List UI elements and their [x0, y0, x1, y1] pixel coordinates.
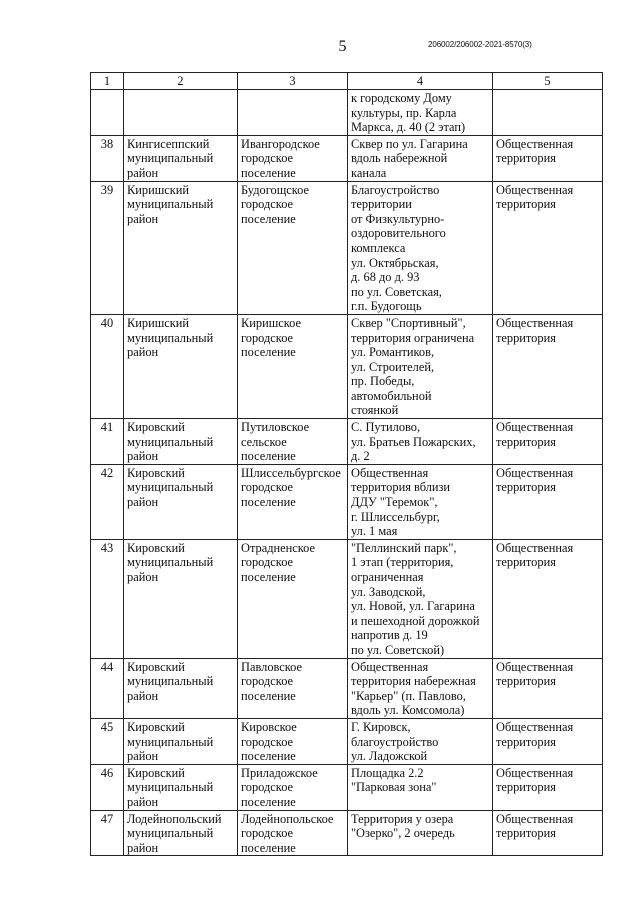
cell-line: территория ограничена: [351, 330, 475, 345]
column-header: 2: [124, 73, 238, 90]
cell-line: муниципальный: [127, 734, 214, 749]
table-row: [91, 718, 603, 764]
object-cell: [348, 314, 493, 418]
row-number: 40: [91, 314, 124, 418]
cell-line: городское: [241, 780, 294, 795]
table-row: [91, 419, 603, 465]
cell-line: стоянкой: [351, 403, 399, 418]
cell-line: территория: [496, 674, 556, 689]
table-row: [91, 90, 603, 136]
cell-line: Киришский: [127, 182, 190, 197]
cell-line: Шлиссельбургское: [241, 465, 341, 480]
object-cell: [348, 135, 493, 181]
cell-line: Кировский: [127, 540, 185, 555]
table-row: [91, 810, 603, 856]
settlement-cell: [238, 718, 348, 764]
cell-line: район: [127, 688, 159, 703]
district-cell: [124, 314, 238, 418]
cell-line: Общественная: [496, 659, 574, 674]
row-number: 38: [91, 135, 124, 181]
cell-line: городское: [241, 151, 294, 166]
cell-line: муниципальный: [127, 780, 214, 795]
settlement-cell: [238, 90, 348, 136]
cell-line: Сквер "Спортивный",: [351, 315, 466, 330]
row-number: 39: [91, 181, 124, 314]
object-cell: [348, 810, 493, 856]
settlement-cell: [238, 810, 348, 856]
table-row: [91, 314, 603, 418]
column-header: 4: [348, 73, 493, 90]
cell-line: поселение: [241, 570, 296, 584]
cell-line: ул. Новой, ул. Гагарина: [351, 599, 475, 614]
cell-line: Общественная: [496, 420, 574, 435]
column-header: 3: [238, 73, 348, 90]
district-cell: [124, 658, 238, 718]
cell-line: Маркса, д. 40 (2 этап): [351, 120, 466, 135]
cell-line: муниципальный: [127, 330, 214, 345]
table-row: [91, 539, 603, 658]
cell-line: г.п. Будогощь: [351, 299, 422, 314]
cell-line: 1 этап (территория,: [351, 555, 454, 570]
cell-line: пр. Победы,: [351, 374, 415, 389]
table-row: [91, 135, 603, 181]
cell-line: район: [127, 495, 159, 510]
cell-line: муниципальный: [127, 197, 214, 212]
settlement-cell: [238, 314, 348, 418]
cell-line: поселение: [241, 688, 296, 703]
row-number: 42: [91, 464, 124, 539]
object-cell: [348, 764, 493, 810]
row-number: 45: [91, 718, 124, 764]
cell-line: поселение: [241, 165, 296, 180]
cell-line: Г. Кировск,: [351, 719, 411, 734]
object-cell: [348, 718, 493, 764]
object-cell: [348, 658, 493, 718]
row-number: 44: [91, 658, 124, 718]
cell-line: городское: [241, 674, 294, 689]
cell-line: район: [127, 570, 159, 584]
settlement-cell: [238, 181, 348, 314]
cell-line: Кингисеппский: [127, 136, 210, 151]
district-cell: [124, 464, 238, 539]
cell-line: от Физкультурно-: [351, 211, 445, 226]
column-header: 5: [493, 73, 603, 90]
table-row: [91, 764, 603, 810]
cell-line: напротив д. 19: [351, 628, 428, 643]
cell-line: Кировский: [127, 765, 185, 780]
cell-line: автомобильной: [351, 388, 432, 403]
territory-type-cell: [493, 135, 603, 181]
territory-type-cell: [493, 539, 603, 658]
cell-line: по ул. Советская,: [351, 284, 442, 299]
cell-line: Общественная: [496, 182, 574, 197]
cell-line: Ивангородское: [241, 136, 320, 151]
cell-line: поселение: [241, 449, 296, 464]
cell-line: Общественная: [496, 315, 574, 330]
cell-line: оздоровительного: [351, 226, 446, 241]
cell-line: территория: [496, 330, 556, 345]
cell-line: С. Путилово,: [351, 420, 421, 435]
district-cell: [124, 181, 238, 314]
cell-line: Общественная: [496, 765, 574, 780]
table-row: [91, 658, 603, 718]
territory-type-cell: [493, 464, 603, 539]
cell-line: Отрадненское: [241, 540, 316, 555]
cell-line: территория: [496, 780, 556, 795]
cell-line: Кировский: [127, 719, 185, 734]
cell-line: Площадка 2.2: [351, 765, 424, 780]
cell-line: территории: [351, 197, 412, 212]
cell-line: Общественная: [496, 811, 574, 826]
cell-line: комплекса: [351, 240, 406, 255]
object-cell: [348, 90, 493, 136]
cell-line: поселение: [241, 495, 296, 510]
cell-line: муниципальный: [127, 826, 214, 841]
cell-line: район: [127, 794, 159, 809]
settlement-cell: [238, 419, 348, 465]
cell-line: муниципальный: [127, 674, 214, 689]
cell-line: территория: [496, 734, 556, 749]
territory-type-cell: [493, 810, 603, 856]
cell-line: канала: [351, 165, 387, 180]
cell-line: Территория у озера: [351, 811, 454, 826]
row-number: 47: [91, 810, 124, 856]
object-cell: [348, 419, 493, 465]
cell-line: Лодейнопольский: [127, 811, 222, 826]
table-row: [91, 181, 603, 314]
cell-line: муниципальный: [127, 151, 214, 166]
cell-line: территория: [496, 197, 556, 212]
cell-line: район: [127, 211, 159, 226]
cell-line: культуры, пр. Карла: [351, 105, 457, 120]
cell-line: ограниченная: [351, 570, 424, 584]
cell-line: муниципальный: [127, 480, 214, 495]
cell-line: Общественная: [496, 540, 574, 555]
district-cell: [124, 539, 238, 658]
row-number: 46: [91, 764, 124, 810]
table-row: [91, 464, 603, 539]
cell-line: городское: [241, 480, 294, 495]
cell-line: городское: [241, 826, 294, 841]
cell-line: ул. 1 мая: [351, 524, 398, 539]
cell-line: муниципальный: [127, 555, 214, 570]
territory-type-cell: [493, 90, 603, 136]
row-number: 43: [91, 539, 124, 658]
settlement-cell: [238, 135, 348, 181]
district-cell: [124, 718, 238, 764]
cell-line: "Карьер" (п. Павлово,: [351, 688, 466, 703]
territory-type-cell: [493, 419, 603, 465]
cell-line: городское: [241, 555, 294, 570]
district-cell: [124, 90, 238, 136]
cell-line: Путиловское: [241, 420, 310, 435]
settlement-cell: [238, 464, 348, 539]
object-cell: [348, 181, 493, 314]
cell-line: Общественная: [496, 719, 574, 734]
cell-line: г. Шлиссельбург,: [351, 509, 440, 524]
document-id: 206002/206002-2021-8570(3): [428, 40, 532, 49]
district-cell: [124, 419, 238, 465]
territory-type-cell: [493, 314, 603, 418]
cell-line: городское: [241, 197, 294, 212]
page-number: 5: [338, 38, 347, 55]
cell-line: "Озерко", 2 очередь: [351, 826, 455, 841]
cell-line: ул. Романтиков,: [351, 345, 435, 360]
cell-line: Кировский: [127, 465, 185, 480]
cell-line: городское: [241, 734, 294, 749]
cell-line: ул. Братьев Пожарских,: [351, 434, 476, 449]
cell-line: Приладожское: [241, 765, 318, 780]
cell-line: поселение: [241, 345, 296, 360]
district-cell: [124, 764, 238, 810]
cell-line: Сквер по ул. Гагарина: [351, 136, 468, 151]
cell-line: "Пеллинский парк",: [351, 540, 457, 555]
cell-line: поселение: [241, 794, 296, 809]
object-cell: [348, 464, 493, 539]
cell-line: Общественная: [496, 465, 574, 480]
cell-line: вдоль ул. Комсомола): [351, 703, 465, 718]
settlement-cell: [238, 764, 348, 810]
territory-type-cell: [493, 718, 603, 764]
cell-line: Благоустройство: [351, 182, 440, 197]
header-row: [91, 73, 603, 90]
cell-line: Павловское: [241, 659, 303, 674]
cell-line: ДДУ "Теремок",: [351, 495, 438, 510]
cell-line: территория: [496, 826, 556, 841]
cell-line: по ул. Советской): [351, 642, 445, 657]
cell-line: Кировский: [127, 659, 185, 674]
territory-type-cell: [493, 181, 603, 314]
cell-line: территория: [496, 555, 556, 570]
cell-line: Киришский: [127, 315, 190, 330]
cell-line: ул. Октябрьская,: [351, 255, 439, 270]
cell-line: ул. Строителей,: [351, 359, 435, 374]
cell-line: благоустройство: [351, 734, 439, 749]
cell-line: Будогощское: [241, 182, 309, 197]
cell-line: район: [127, 345, 159, 360]
cell-line: Кировское: [241, 719, 297, 734]
cell-line: городское: [241, 330, 294, 345]
cell-line: район: [127, 749, 159, 764]
cell-line: поселение: [241, 211, 296, 226]
district-cell: [124, 810, 238, 856]
cell-line: сельское: [241, 434, 287, 449]
cell-line: ул. Ладожской: [351, 749, 428, 764]
cell-line: Общественная: [351, 465, 429, 480]
cell-line: д. 68 до д. 93: [351, 270, 420, 285]
row-number: [91, 90, 124, 136]
cell-line: территория: [496, 434, 556, 449]
cell-line: район: [127, 840, 159, 855]
cell-line: Киришское: [241, 315, 301, 330]
cell-line: территория: [496, 151, 556, 166]
territory-type-cell: [493, 764, 603, 810]
cell-line: территория набережная: [351, 674, 476, 689]
cell-line: д. 2: [351, 449, 370, 464]
cell-line: и пешеходной дорожкой: [351, 613, 480, 628]
cell-line: Кировский: [127, 420, 185, 435]
settlement-cell: [238, 539, 348, 658]
cell-line: муниципальный: [127, 434, 214, 449]
cell-line: район: [127, 449, 159, 464]
district-cell: [124, 135, 238, 181]
row-number: 41: [91, 419, 124, 465]
cell-line: поселение: [241, 749, 296, 764]
territories-table: [90, 72, 603, 856]
cell-line: Лодейнопольское: [241, 811, 334, 826]
column-header: 1: [91, 73, 124, 90]
cell-line: район: [127, 165, 159, 180]
object-cell: [348, 539, 493, 658]
cell-line: к городскому Дому: [351, 91, 452, 105]
cell-line: Общественная: [351, 659, 429, 674]
cell-line: территория: [496, 480, 556, 495]
cell-line: территория вблизи: [351, 480, 451, 495]
cell-line: вдоль набережной: [351, 151, 448, 166]
territory-type-cell: [493, 658, 603, 718]
cell-line: ул. Заводской,: [351, 584, 426, 599]
cell-line: Общественная: [496, 136, 574, 151]
cell-line: "Парковая зона": [351, 780, 437, 795]
settlement-cell: [238, 658, 348, 718]
cell-line: поселение: [241, 840, 296, 855]
